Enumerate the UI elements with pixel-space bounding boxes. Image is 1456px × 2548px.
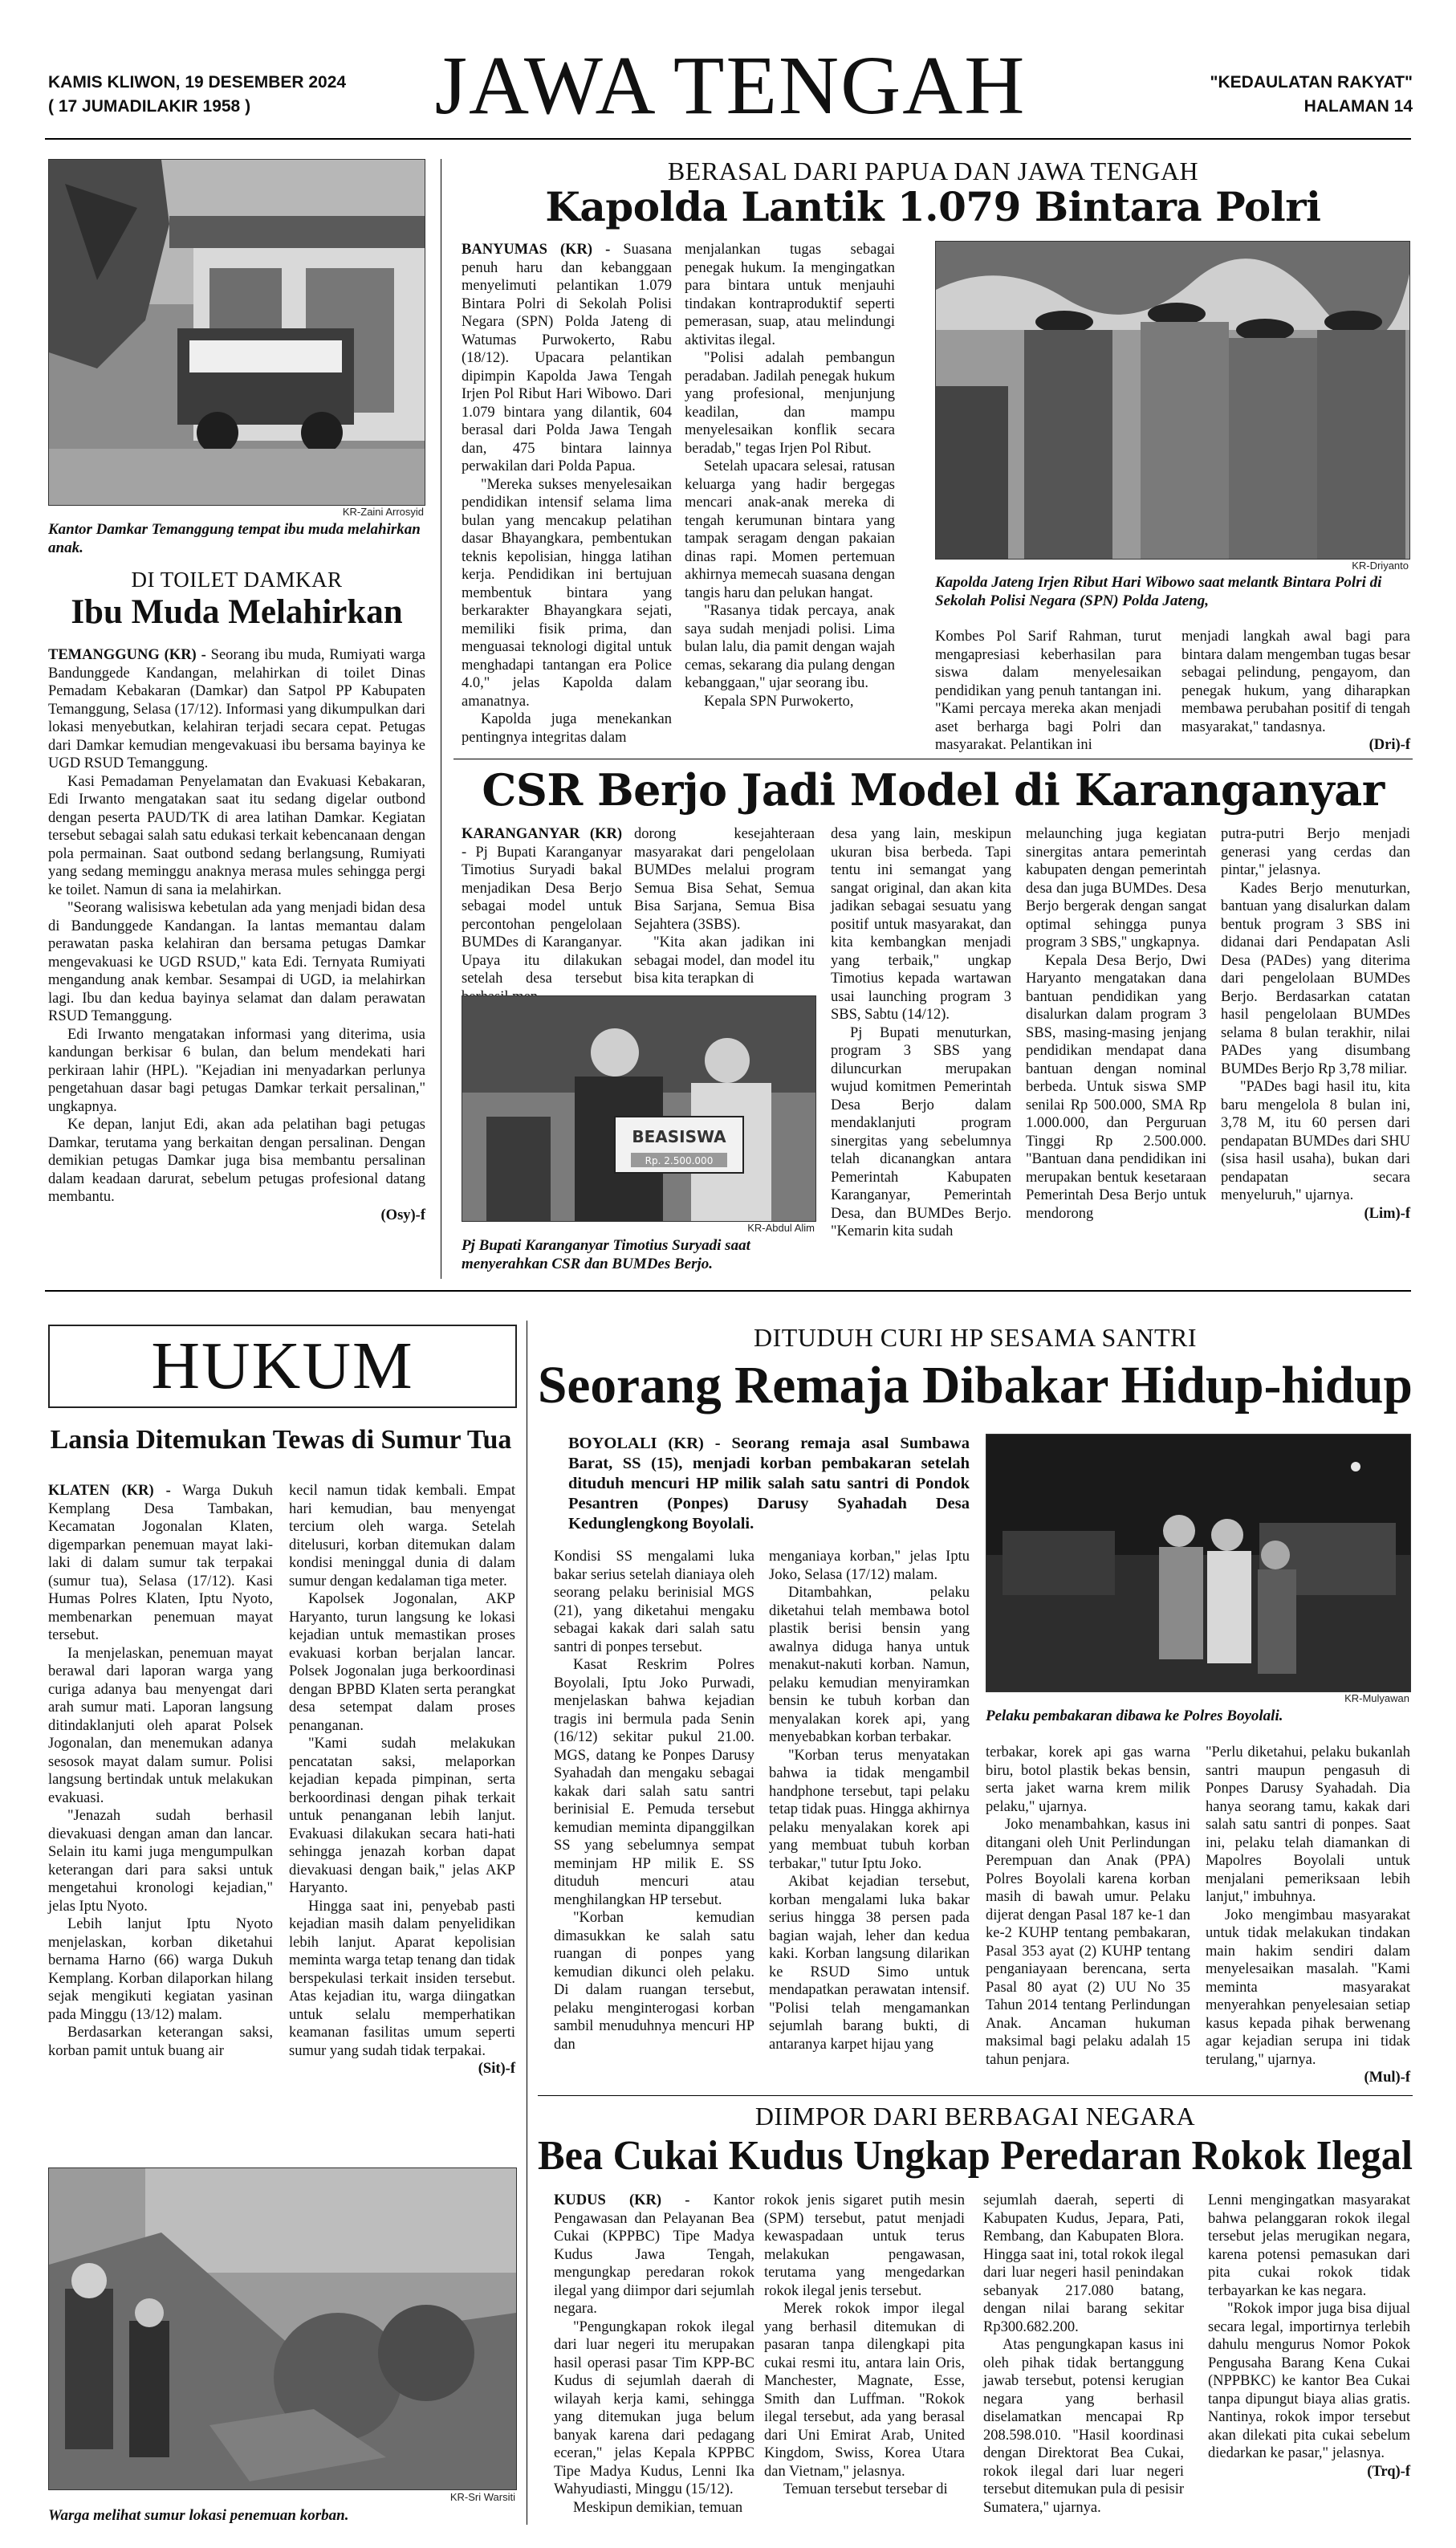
- rokok-paragraph: Meskipun demikian, temuan: [573, 2499, 743, 2516]
- rokok-column-3: [983, 2192, 1184, 2517]
- rokok-kicker: DIIMPOR DARI BERBAGAI NEGARA: [754, 2102, 1196, 2131]
- santri-paragraph: Ditambahkan, pelaku diketahui telah membawa botol plastik berisi bensin yang awalnya diduga hanya untuk menakut-nakuti korban. Namun, pelaku kemudian menyiramkan bensin ke tubuh korban dan menyalakan korek api, yang menyebabkan korban terbakar.: [769, 1585, 970, 1745]
- rokok-paragraph: "Rokok impor juga bisa dijual secara legal, importirnya terlebih dahulu mengurus Nomor Pokok Pengusaha Barang Kena Cukai (NPPBKC) ke kantor Bea Cukai tanpa dipungut biaya alias gratis. Nantinya, rokok impor tersebut akan dilekati pita cukai sebelum diedarkan ke pasar," jelasnya.: [1208, 2301, 1410, 2461]
- santri-paragraph: Kasat Reskrim Polres Boyolali, Iptu Joko Purwadi, menjelaskan bahwa kejadian tragis ini bermula pada Senin (16/12) sekitar pukul 21.00. MGS, datang ke Ponpes Darusy Syahadah dan mengaku sebagai kakak dari salah satu santri berinisial E. Pemuda tersebut kemudian meminta dipanggilkan SS yang sebelumnya sempat meminjam HP milik E. SS dituduh mencuri atau menghilangkan HP tersebut.: [554, 1657, 754, 1908]
- polri-paragraph: Setelah upacara selesai, ratusan keluarga yang hadir bergegas mencari anak-anak mereka di tengah kerumunan bintara yang tampak seragam dengan pakaian dinas rapi. Momen pertemuan akhirnya memecah suasana dengan tangis haru dan pelukan hangat.: [685, 458, 895, 601]
- lansia-paragraph: "Kami sudah melakukan pencatatan saksi, melaporkan kejadian kepada pimpinan, serta berkoordinasi dengan pihak terkait untuk penanganan lebih lanjut. Evakuasi dilakukan secara hati-hati sehingga jenazah korban dapat dievakuasi dengan baik," jelas AKP Haryanto.: [289, 1736, 515, 1896]
- damkar-photo-caption: Kantor Damkar Temanggung tempat ibu muda melahirkan anak.: [48, 521, 421, 556]
- masthead-rule: [45, 138, 1411, 140]
- lansia-photo-caption: Warga melihat sumur lokasi penemuan korban.: [48, 2507, 349, 2524]
- polri-photo-credit: KR-Driyanto: [1352, 560, 1409, 572]
- rokok-column-4: [1208, 2192, 1410, 2481]
- csr-column-2: [634, 825, 815, 988]
- polri-paragraph: menjadi langkah awal bagi para bintara dalam mengemban tugas besar sebagai pelindung, pengayom, dan penegak hukum, yang diharapkan membawa perubahan positif di tengah masyarakat," tandasnya.: [1181, 629, 1410, 735]
- santri-headline: Seorang Remaja Dibakar Hidup-hidup: [538, 1356, 1413, 1414]
- polri-photo-caption: Kapolda Jateng Irjen Ribut Hari Wibowo saat melantk Bintara Polri di Sekolah Polisi Negara (SPN) Polda Jateng,: [935, 574, 1382, 609]
- polri-column-3: [935, 628, 1161, 755]
- damkar-paragraph: Edi Irwanto mengatakan informasi yang diterima, usia kandungan berkisar 6 bulan, dan belum mendekati hari perkiraan lahir (HPL). "Kejadian ini menyadarkan perlunya pengetahuan dasar bagi petugas Damkar terkait persalinan," ungkapnya.: [48, 1026, 425, 1115]
- lansia-paragraph: Lebih lanjut Iptu Nyoto menjelaskan, korban diketahui bernama Harno (66) warga Dukuh Kemplang. Korban dilaporkan hilang sejak mengikuti kegiatan yasinan pada Minggu (13/12) malam.: [48, 1916, 273, 2023]
- masthead-publication: "KEDAULATAN RAKYAT": [1210, 73, 1413, 92]
- csr-photo-credit: KR-Abdul Alim: [747, 1222, 815, 1234]
- santri-paragraph: "Perlu diketahui, pelaku bukanlah santri maupun pengasuh di Ponpes Darusy Syahadah. Dia hanya seorang tamu, kakak dari salah satu santri di ponpes. Saat ini, pelaku telah diamankan di Mapolres Boyolali untuk menjalani pemeriksaan lebih lanjut," imbuhnya.: [1206, 1744, 1410, 1905]
- polri-paragraph: Kepala SPN Purwokerto,: [704, 693, 854, 710]
- rokok-paragraph: Atas pengungkapan kasus ini oleh pihak tidak bertanggung jawab tersebut, potensi kerugian negara yang berhasil diselamatkan mencapai Rp 208.598.010. "Hasil koordinasi dengan Direktorat Bea Cukai, rokok ilegal dari luar negeri tersebut ditemukan pula di pesisir Sumatera," ujarnya.: [983, 2337, 1184, 2516]
- csr-check-banner: BEASISWA: [632, 1127, 726, 1146]
- damkar-headline: Ibu Muda Melahirkan: [71, 593, 403, 631]
- damkar-dateline: TEMANGGUNG (KR) -: [48, 647, 206, 663]
- polri-paragraph: "Mereka sukses menyelesaikan pendidikan intensif selama lima bulan yang mencakup pelatihan dasar Bhayangkara, pembentukan teknis kepolisian, hingga latihan kerja. Pendidikan ini bertujuan membentuk bintara yang berkarakter Bhayangkara sejati, memiliki fisik prima, dan menguasai teknologi digital untuk menghadapi tantangan era Police 4.0," jelas Kapolda dalam amanatnya.: [462, 476, 672, 710]
- lansia-paragraph: "Jenazah sudah berhasil dievakuasi dengan aman dan lancar. Selain itu kami juga mengumpulkan keterangan dari para saksi untuk mengetahui kronologi kejadian," jelas Iptu Nyoto.: [48, 1808, 273, 1915]
- polri-paragraph: Kombes Pol Sarif Rahman, turut mengapresiasi keberhasilan para siswa dalam menyelesaikan pendidikan yang penuh tantangan ini. "Kami percaya mereka akan menjadi aset berharga bagi Polri dan masyarakat. Pelantikan ini: [935, 629, 1161, 753]
- rokok-paragraph: Temuan tersebut tersebar di: [783, 2481, 948, 2497]
- page-section-rule: [45, 1290, 1411, 1292]
- santri-column-3: [986, 1744, 1190, 2069]
- santri-dateline: BOYOLALI (KR) -: [568, 1435, 721, 1452]
- csr-column-1: [462, 825, 622, 1006]
- csr-paragraph: Kepala Desa Berjo, Dwi Haryanto mengatakan dana bantuan pendidikan yang disalurkan dalam program 3 SBS, masing-masing jenjang pendidikan mendapat dana bantuan dengan nominal berbeda. Untuk siswa SMP senilai Rp 500.000, SMA Rp 1.000.000, dan Perguruan Tinggi Rp 2.500.000. "Bantuan dana pendidikan ini merupakan bentuk kesetaraan Pemerintah Desa Berjo untuk mendorong: [1026, 952, 1206, 1222]
- section-label-hukum: HUKUM: [48, 1325, 517, 1408]
- masthead-publication-block: [1124, 71, 1413, 119]
- damkar-paragraph: "Seorang walisiswa kebetulan ada yang menjadi bidan desa di Bandunggede Kandangan. Ia lantas memantau dalam perawatan paska kelahiran dan bersama petugas Damkar mengevakuasi ke UGD RSUD," kata Edi. Ternyata Rumiyati mengandung anak kembar. Sesampai di UGD, ia melahirkan lagi. Ibu dan kedua bayinya selamat dan dalam perawatan RSUD Temanggung.: [48, 900, 425, 1024]
- santri-photo: [986, 1434, 1411, 1692]
- csr-paragraph: KARANGANYAR (KR) - Pj Bupati Karanganyar Timotius Suryadi bakal menjadikan Desa Berjo sebagai model untuk percontohan pengelolaan BUMDes di Karanganyar. Upaya itu dilakukan setelah desa tersebut: [462, 826, 622, 987]
- polri-paragraph: "Polisi adalah pembangun peradaban. Jadilah penegak hukum yang profesional, menjunjung keadilan, dan mampu menyelesaikan konflik secara beradab," tegas Irjen Pol Ribut.: [685, 350, 895, 457]
- polri-photo: [935, 241, 1410, 560]
- csr-paragraph: melaunching juga kegiatan sinergitas antara pemerintah kabupaten dengan pemerintah desa dan juga BUMDes. Desa Berjo bergerak dengan sangat optimal sehingga punya program 3 SBS," ungkapnya.: [1026, 826, 1206, 950]
- rokok-paragraph: Merek rokok impor ilegal yang berhasil ditemukan di pasaran tanpa dilengkapi pita cukai resmi itu, antara lain Oris, Manchester, Magnate, Esse, Smith dan Luffman. "Rokok ilegal tersebut, ada yang berasal dari Uni Emirat Arab, United Kingdom, Swiss, Korea Utara dan Vietnam," jelasnya.: [764, 2301, 965, 2480]
- santri-paragraph: "Korban terus menyatakan bahwa ia tidak mengambil handphone tersebut, tapi pelaku tetap tidak puas. Hingga akhirnya pelaku menyalakan korek api yang membuat tubuh korban terbakar," tutur Iptu Joko.: [769, 1747, 970, 1872]
- rokok-column-1: [554, 2192, 754, 2517]
- santri-column-2: [769, 1548, 970, 2053]
- lansia-paragraph: Berdasarkan keterangan saksi, korban pamit untuk buang air: [48, 2025, 273, 2059]
- lansia-photo-credit: KR-Sri Warsiti: [449, 2491, 515, 2503]
- csr-column-3: [831, 825, 1011, 1241]
- santri-paragraph: Kondisi SS mengalami luka bakar serius setelah dianiaya oleh seorang pelaku berinisial MGS (21), yang diketahui mengaku sebagai kakak dari salah satu santri di ponpes tersebut.: [554, 1549, 754, 1655]
- rokok-paragraph: sejumlah daerah, seperti di Kabupaten Kudus, Jepara, Pati, Rembang, dan Kabupaten Blora. Hingga saat ini, total rokok ilegal dari luar negeri hasil penindakan sebanyak 217.080 batang, dengan nilai barang sekitar Rp300.682.200.: [983, 2192, 1184, 2335]
- damkar-signature: (Osy)-f: [380, 1207, 425, 1223]
- polri-kicker: BERASAL DARI PAPUA DAN JAWA TENGAH: [667, 157, 1199, 185]
- lansia-paragraph: kecil namun tidak kembali. Empat hari kemudian, bau menyengat tercium oleh warga. Setelah ditelusuri, korban ditemukan dalam kondisi meninggal dunia di dalam sumur dengan kedalaman tiga meter.: [289, 1483, 515, 1589]
- csr-paragraph: Kades Berjo menuturkan, bantuan yang disalurkan dalam bentuk program 3 SBS ini didanai dari Pendapatan Asli Desa (PADes) yang diterima dari pengelolaan BUMDes Berjo. Berdasarkan catatan hasil pengelolaan BUMDes selama 8 bulan terakhir, nilai PADes yang disumbang BUMDes Berjo Rp 3,78 miliar.: [1221, 880, 1410, 1077]
- polri-paragraph: Kapolda juga menekankan pentingnya integritas dalam: [462, 711, 672, 746]
- lansia-column-1: [48, 1482, 273, 2060]
- masthead-hijri-date: ( 17 JUMADILAKIR 1958 ): [48, 97, 251, 116]
- lansia-column-2: [289, 1482, 515, 2078]
- polri-dateline: BANYUMAS (KR) -: [462, 242, 611, 258]
- masthead-date: KAMIS KLIWON, 19 DESEMBER 2024: [48, 73, 347, 92]
- santri-photo-caption: Pelaku pembakaran dibawa ke Polres Boyolali.: [986, 1707, 1283, 1724]
- lansia-photo: [48, 2167, 517, 2490]
- lansia-paragraph: Kapolsek Jogonalan, AKP Haryanto, turun langsung ke lokasi kejadian untuk memastikan proses evakuasi korban berjalan lancar. Polsek Jogonalan juga berkoordinasi dengan BPBD Klaten serta perangkat desa setempat dalam proses penanganan.: [289, 1591, 515, 1734]
- santri-column-1: [554, 1548, 754, 2053]
- csr-paragraph: "PADes bagi hasil itu, kita baru mengelola 8 bulan ini, 3,78 M, itu 60 persen dari pendapatan BUMDes dari SHU (sisa hasil usaha), bukan dari pendapatan secara menyeluruh," ujarnya.: [1221, 1079, 1410, 1203]
- masthead-date-block: [48, 71, 385, 119]
- polri-signature: (Dri)-f: [1369, 737, 1410, 753]
- polri-paragraph: "Rasanya tidak percaya, anak saya sudah menjadi polisi. Lima bulan lalu, dia pamit dengan wajah cemas, sekarang dia pulang dengan kebanggaan," ujar seorang ibu.: [685, 603, 895, 691]
- polri-paragraph: BANYUMAS (KR) - Suasana penuh haru dan kebanggaan menyelimuti pelantikan 1.079 Bintara Polri di Sekolah Polisi Negara (SPN) Polda Jateng di Watumas Purwokerto, Rabu (18/12). Upacara pelantikan dipimpin Kapolda Jawa Tengah Irjen Pol Ribut Hari Wibowo. Dari 1.079 bintara yang dilantik, 604 berasal dari Polda Jawa Tengah dan, 475 bintara lainnya perwakilan dari Polda Papua.: [462, 242, 673, 474]
- csr-paragraph: Pj Bupati menuturkan, program 3 SBS yang diluncurkan merupakan wujud komitmen Pemerintah Desa Berjo dalam mendaklanjuti program sinergitas yang sebelumnya telah dicanangkan antara Pemerintah Kabupaten Karanganyar, Pemerintah Desa, dan BUMDes Berjo. "Kemarin kita sudah: [831, 1024, 1011, 1239]
- damkar-photo: [48, 159, 425, 506]
- csr-paragraph: putra-putri Berjo menjadi generasi yang cerdas dan pintar," jelasnya.: [1221, 826, 1410, 878]
- csr-dateline: KARANGANYAR (KR): [462, 826, 622, 842]
- santri-lead: [568, 1434, 970, 1534]
- santri-kicker: DITUDUH CURI HP SESAMA SANTRI: [753, 1323, 1198, 1352]
- polri-column-1: [462, 241, 672, 747]
- csr-paragraph: "Kita akan jadikan ini sebagai model, dan model itu bisa kita terapkan di: [634, 934, 815, 987]
- csr-column-5: [1221, 825, 1410, 1223]
- santri-signature: (Mul)-f: [1364, 2070, 1410, 2086]
- rokok-paragraph: "Pengungkapan rokok ilegal dari luar negeri itu merupakan hasil operasi pasar Tim KPP-BC Kudus di sejumlah daerah di wilayah kerja kami, sehingga yang ditemukan juga belum banyak karena dari pedagang eceran," jelas Kepala KPPBC Tipe Madya Kudus, Lenni Ika Wahyudiasti, Minggu (15/12).: [554, 2318, 754, 2497]
- rokok-paragraph: rokok jenis sigaret putih mesin (SPM) tersebut, patut menjadi kewaspadaan untuk terus melakukan pengawasan, terutama yang mengedarkan rokok ilegal jenis tersebut.: [764, 2192, 965, 2299]
- damkar-article-body: [48, 646, 425, 1224]
- polri-headline: Kapolda Lantik 1.079 Bintara Polri: [545, 183, 1321, 230]
- lansia-dateline: KLATEN (KR) -: [48, 1483, 171, 1499]
- rokok-signature: (Trq)-f: [1367, 2463, 1410, 2480]
- csr-photo-caption: Pj Bupati Karanganyar Timotius Suryadi saat menyerahkan CSR dan BUMDes Berjo.: [462, 1237, 750, 1272]
- lansia-paragraph: Hingga saat ini, penyebab pasti kejadian masih dalam penyelidikan lebih lanjut. Aparat kepolisian meminta warga tetap tenang dan tidak berspekulasi terkait insiden tersebut. Atas kejadian itu, warga diingatkan untuk selalu memperhatikan keamanan fasilitas umum seperti sumur yang sudah tidak terpakai.: [289, 1898, 515, 2059]
- damkar-photo-credit: KR-Zaini Arrosyid: [342, 506, 424, 518]
- santri-paragraph: "Korban kemudian dimasukkan ke salah satu ruangan di ponpes yang kemudian dikunci oleh pelaku. Di dalam ruangan tersebut, pelaku menginterogasi korban sambil menuduhnya mencuri HP dan: [554, 1910, 754, 2053]
- csr-check-amount: Rp. 2.500.000: [645, 1155, 714, 1166]
- masthead-title: JAWA TENGAH: [434, 39, 1027, 132]
- santri-lead-paragraph: BOYOLALI (KR) - Seorang remaja asal Sumbawa Barat, SS (15), menjadi korban pembakaran setelah dituduh mencuri HP milik salah satu santri di Pondok Pesantren (Ponpes) Darusy Syahadah Desa Kedunglengkong Boyolali.: [568, 1435, 970, 1532]
- santri-column-4: [1206, 1744, 1410, 2087]
- rokok-dateline: KUDUS (KR) -: [554, 2192, 690, 2208]
- polri-column-4: [1181, 628, 1410, 755]
- damkar-paragraph: TEMANGGUNG (KR) - Seorang ibu muda, Rumiyati warga Bandunggede Kandangan, melahirkan di toilet Dinas Pemadam Kebakaran (Damkar) dan Satpol PP Kabupaten Temanggung, Selasa (17/12). Informasi yang dikumpulkan dari lokasi menyebutkan, kelahiran terjadi secara cepat. Petugas dari Damkar kemudian mengevakuasi ibu bersama bayinya ke UGD RSUD Temanggung.: [48, 647, 425, 771]
- rokok-headline: Bea Cukai Kudus Ungkap Peredaran Rokok Ilegal: [538, 2133, 1413, 2179]
- santri-paragraph: Akibat kejadian tersebut, korban mengalami luka bakar serius hingga 38 persen pada bagian wajah, leher dan kedua kaki. Korban langsung dilarikan ke RSUD Simo untuk mendapatkan perawatan intensif. "Polisi telah mengamankan sejumlah barang bukti, di antaranya karpet hijau yang: [769, 1874, 970, 2053]
- rokok-paragraph: Lenni mengingatkan masyarakat bahwa pelanggaran rokok ilegal tersebut jelas merugikan negara, karena potensi pemasukan dari pita cukai rokok tidak terbayarkan ke kas negara.: [1208, 2192, 1410, 2299]
- lansia-paragraph: KLATEN (KR) - Warga Dukuh Kemplang Desa Tambakan, Kecamatan Jogonalan Klaten, digemparkan penemuan mayat laki-laki di dalam sumur tak terpakai (sumur tua), Selasa (17/12). Kasi Humas Polres Klaten, Iptu Nyoto, membenarkan penemuan mayat tersebut.: [48, 1483, 273, 1643]
- csr-headline: CSR Berjo Jadi Model di Karanganyar: [482, 764, 1385, 816]
- santri-photo-credit: KR-Mulyawan: [1344, 1692, 1409, 1704]
- santri-paragraph: Joko menambahkan, kasus ini ditangani oleh Unit Perlindungan Perempuan dan Anak (PPA) Polres Boyolali karena korban masih di bawah umur. Pelaku dijerat dengan Pasal 187 ke-1 dan ke-2 KUHP tentang pembakaran, Pasal 353 ayat (2) KUHP tentang penganiayaan berencana, serta Pasal 80 ayat (2) UU No 35 Tahun 2014 tentang Perlindungan Anak. Ancaman hukuman maksimal bagi pelaku adalah 15 tahun penjara.: [986, 1817, 1190, 2068]
- damkar-paragraph: Ke depan, lanjut Edi, akan ada pelatihan bagi petugas Damkar, terutama yang berkaitan dengan persalinan. Dengan demikian petugas Damkar juga bisa membantu persalinan dalam keadaan darurat, sebelum petugas profesional datang membantu.: [48, 1117, 425, 1205]
- lansia-paragraph: Ia menjelaskan, penemuan mayat berawal dari laporan warga yang curiga adanya bau menyengat dari arah sumur mati. Laporan langsung ditindaklanjuti oleh aparat Polsek Jogonalan, dan menemukan adanya sesosok mayat dalam sumur. Polisi langsung bertindak untuk melakukan evakuasi.: [48, 1645, 273, 1806]
- rokok-paragraph: KUDUS (KR) - Kantor Pengawasan dan Pelayanan Bea Cukai (KPPBC) Tipe Madya Kudus Jawa Tengah, mengungkap peredaran rokok ilegal yang diimpor dari sejumlah negara.: [554, 2192, 755, 2317]
- polri-paragraph: menjalankan tugas sebagai penegak hukum. Ia mengingatkan para bintara untuk menjauhi tindakan kontraproduktif seperti pemerasan, suap, atau melindungi aktivitas ilegal.: [685, 242, 895, 348]
- lansia-signature: (Sit)-f: [478, 2061, 515, 2077]
- santri-paragraph: menganiaya korban," jelas Iptu Joko, Selasa (17/12) malam.: [769, 1549, 970, 1583]
- santri-paragraph: Joko mengimbau masyarakat untuk tidak melakukan tindakan main hakim sendiri dalam menyelesaikan masalah. "Kami meminta masyarakat menyerahkan penyelesaian setiap kasus kepada pihak berwenang agar kejadian serupa ini tidak terulang," ujarnya.: [1206, 1907, 1410, 2068]
- polri-column-2: [685, 241, 895, 710]
- santri-paragraph: terbakar, korek api gas warna biru, botol plastik bekas bensin, serta jaket warna krem milik pelaku," ujarnya.: [986, 1744, 1190, 1815]
- masthead-page-number: HALAMAN 14: [1303, 97, 1413, 116]
- csr-signature: (Lim)-f: [1364, 1205, 1410, 1222]
- damkar-paragraph: Kasi Pemadaman Penyelamatan dan Evakuasi Kebakaran, Edi Irwanto mengatakan saat itu sedang digelar outbond dengan peserta PAUD/TK di area latihan Damkar. Kegiatan tersebut sebagai salah satu edukasi terkait kebencanaan dengan pola permainan. Saat outbond sedang berlangsung, Rumiyati yang sedang meminggu anaknya merasa mules sehingga pergi ke toilet. Namun di sana ia melahirkan.: [48, 773, 425, 898]
- section-rule: [538, 2095, 1413, 2096]
- csr-paragraph: dorong kesejahteraan masyarakat dari pengelolaan BUMDes melalui program Semua Bisa Sehat, Semua Bisa Sarjana, Semua Bisa Sejahtera (3SBS).: [634, 826, 815, 933]
- csr-photo: [462, 995, 816, 1222]
- lansia-headline: Lansia Ditemukan Tewas di Sumur Tua: [50, 1425, 512, 1455]
- damkar-kicker: DI TOILET DAMKAR: [131, 568, 343, 592]
- csr-paragraph: desa yang lain, meskipun ukuran bisa berbeda. Tapi tentu ini semangat yang sangat original, dan akan kita jadikan sebagai sesuatu yang positif untuk masyarakat, dan kita kembangkan menjadi yang terbaik," ungkap Timotius kepada wartawan usai launching program 3 SBS, Sabtu (14/12).: [831, 826, 1011, 1023]
- rokok-column-2: [764, 2192, 965, 2499]
- csr-column-4: [1026, 825, 1206, 1223]
